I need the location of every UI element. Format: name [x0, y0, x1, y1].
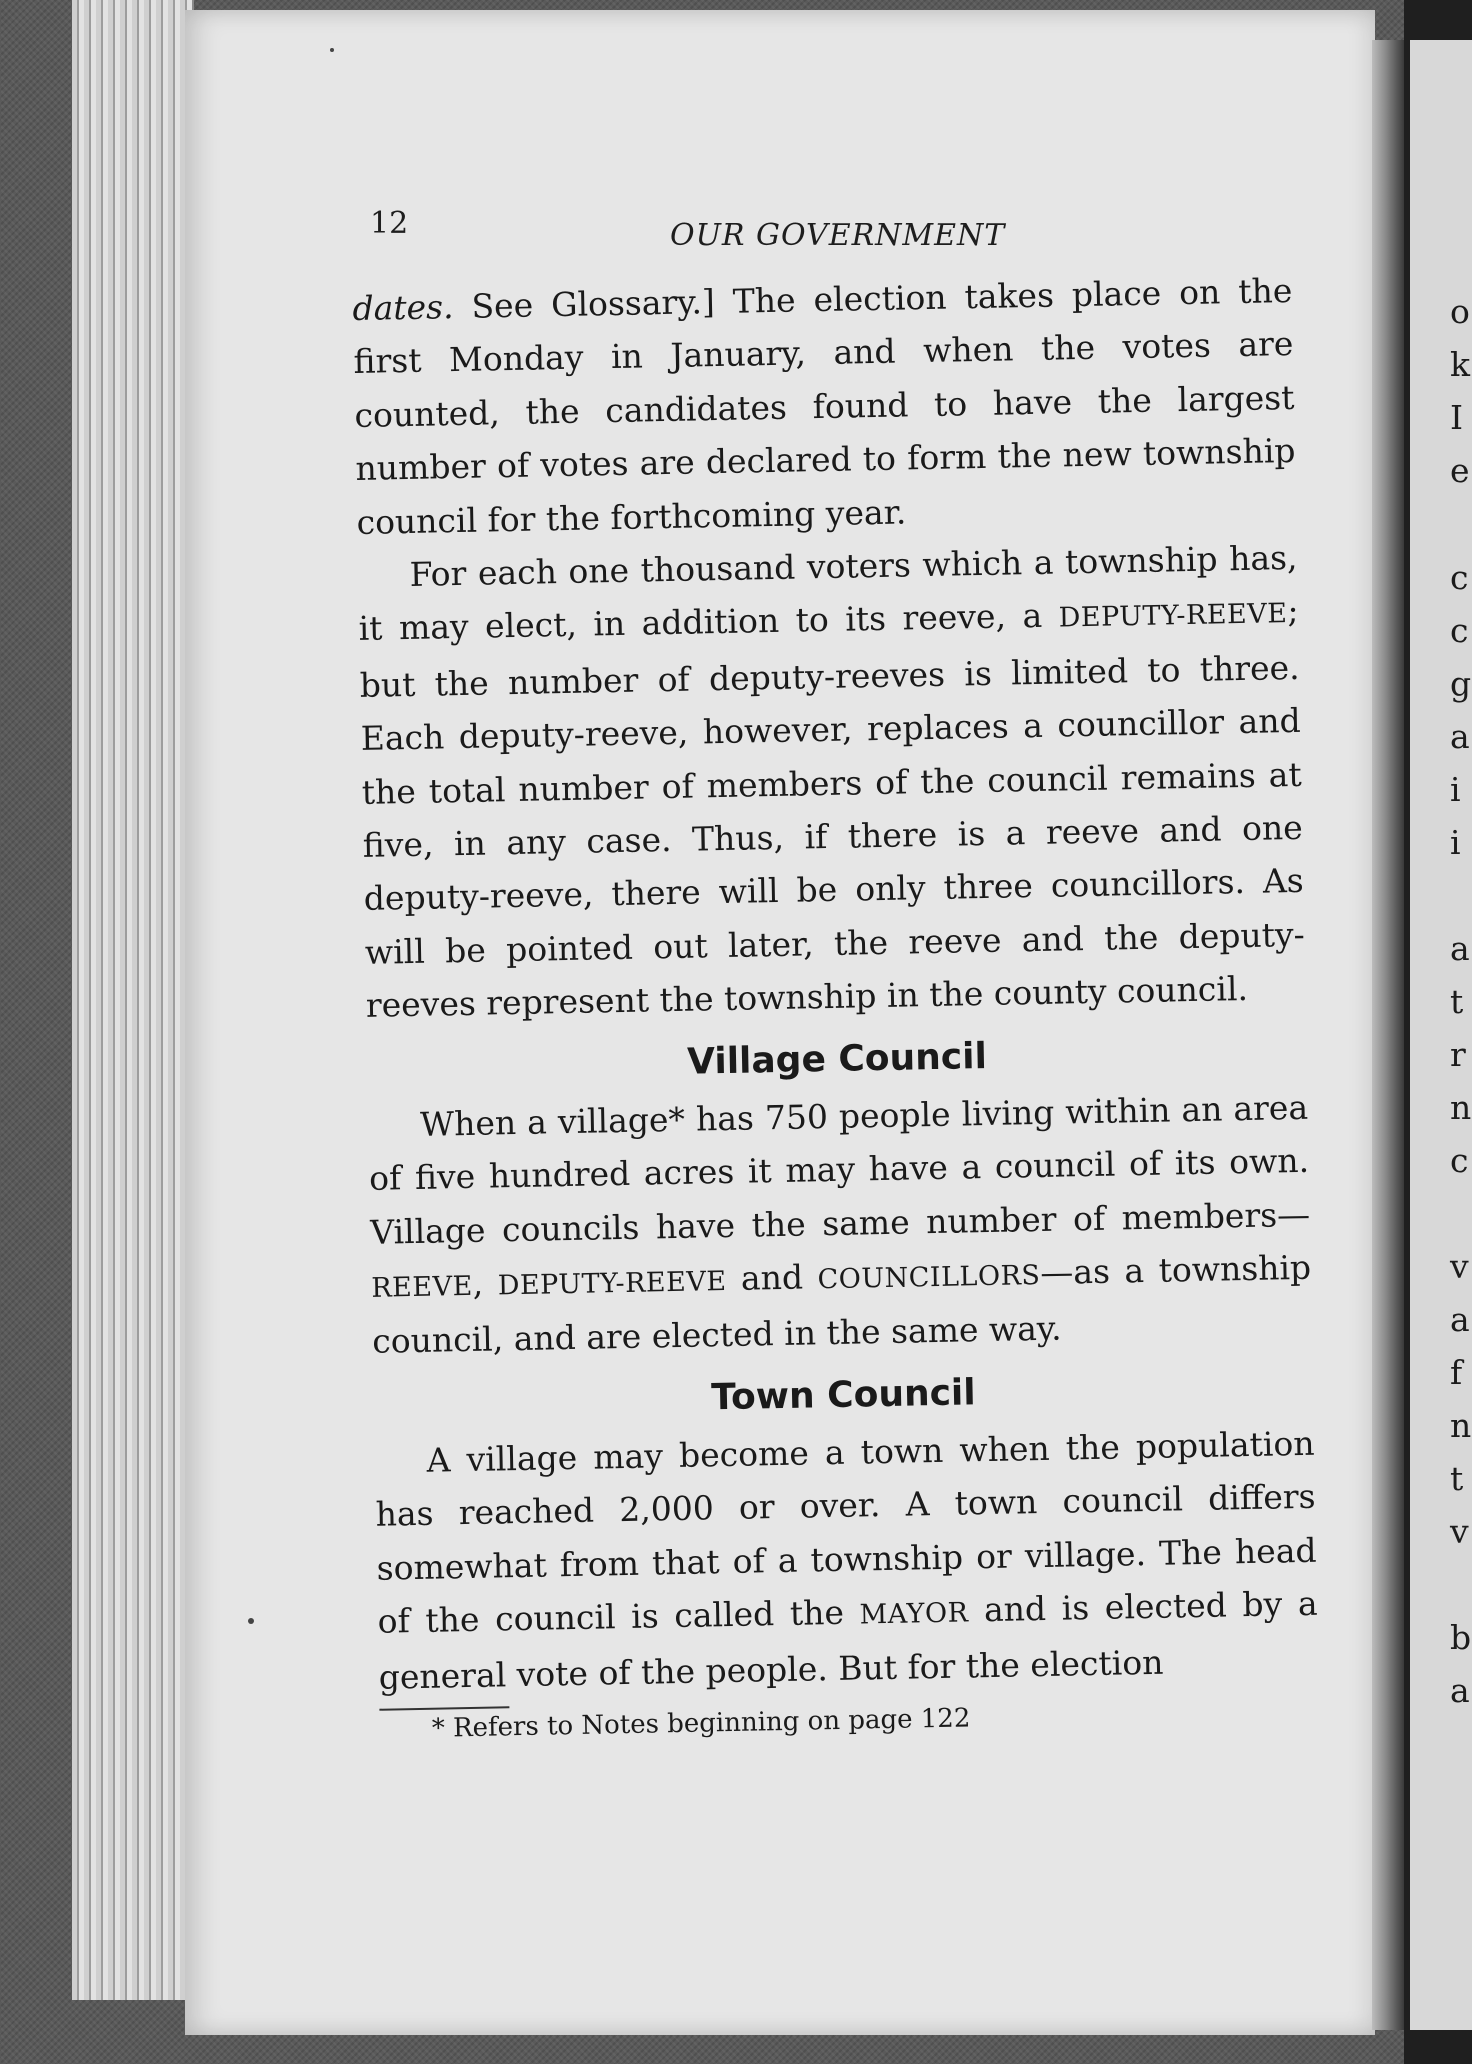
facing-page-letter: t: [1450, 1459, 1464, 1498]
facing-page-letter: e: [1450, 451, 1470, 490]
paragraph-4-text-a: A village may become a town when the population has reached 2,000 or over. A town council differs somewhat from that of a township or village. The head of the council is called the: [375, 1423, 1317, 1641]
facing-page-letter: c: [1450, 611, 1469, 650]
print-speck: [248, 1618, 254, 1624]
term-deputy-reeve: DEPUTY-REEVE: [1058, 598, 1288, 634]
paragraph-3-text-a: When a village* has 750 people living within an area of five hundred acres it may have a council of its own. Village councils have the same number of members—: [368, 1087, 1311, 1252]
paragraph-1-text: See Glossary.] The election takes place on the first Monday in January, and when the votes are counted, the candidates found to have the largest number of votes are declared to form the new township council for the forthcoming year.: [353, 270, 1296, 542]
print-speck: [330, 48, 334, 52]
heading-town-council: Town Council: [710, 1371, 976, 1419]
paragraph-1: [352, 264, 1297, 549]
facing-page-letter: i: [1450, 770, 1461, 809]
facing-page-letter: i: [1450, 823, 1461, 862]
facing-page-letter: n: [1450, 1088, 1472, 1127]
facing-page-letter: t: [1450, 982, 1464, 1021]
facing-page-edge: [1404, 0, 1472, 2064]
running-title: OUR GOVERNMENT: [670, 218, 1006, 253]
facing-page-letter: c: [1450, 558, 1469, 597]
term-councillors: COUNCILLORS: [817, 1259, 1041, 1296]
page-body: [352, 264, 1320, 1749]
italic-word: dates.: [352, 287, 454, 328]
paragraph-3: [368, 1080, 1313, 1368]
facing-page-letter: v: [1450, 1247, 1469, 1286]
footnote: * Refers to Notes beginning on page 122: [431, 1703, 971, 1744]
facing-page-letter: I: [1450, 398, 1464, 437]
term-reeve: REEVE: [371, 1270, 474, 1304]
facing-page-letter: n: [1450, 1406, 1472, 1445]
paragraph-2-text-a: For each one thousand voters which a township has, it may elect, in addition to its reeve, a: [358, 537, 1298, 649]
facing-page-letter: a: [1450, 717, 1470, 756]
facing-page-letter: a: [1450, 929, 1470, 968]
heading-village-council: Village Council: [686, 1035, 988, 1083]
term-deputy-reeve-2: DEPUTY-REEVE: [497, 1265, 727, 1302]
paragraph-4-text-b: and is elected by a general vote of the people. But for the election: [378, 1583, 1318, 1698]
facing-page-letter: a: [1450, 1671, 1470, 1710]
facing-page-letter: k: [1450, 345, 1470, 384]
facing-page-letter: b: [1450, 1618, 1472, 1657]
facing-page-letter: o: [1450, 292, 1470, 331]
facing-page-letter: v: [1450, 1512, 1469, 1551]
separator-2: and: [726, 1257, 818, 1298]
separator-1: ,: [472, 1263, 499, 1303]
paragraph-4: [374, 1416, 1319, 1704]
paragraph-2-text-b: ; but the number of deputy-reeves is limited to three. Each deputy-reeve, however, replaces a councillor and the total number of members of the council remains at five, in any case. Thus, if there is a reeve and one deputy-reeve, there will be only three councillors. As will be pointed out later, the reeve and the deputy-reeves represent the township in the county council.: [359, 591, 1306, 1026]
facing-page-letter: a: [1450, 1300, 1470, 1339]
page-edges: [72, 0, 194, 2000]
paragraph-3-text-b: —as a township council, and are elected in the same way.: [371, 1247, 1312, 1362]
facing-page-letter: f: [1450, 1353, 1463, 1392]
facing-page-letter: r: [1450, 1035, 1466, 1074]
facing-page-letter: g: [1450, 664, 1472, 703]
page-number: 12: [370, 206, 409, 241]
paragraph-2: [357, 531, 1306, 1033]
book-gutter: [1372, 40, 1404, 2030]
facing-page-letter: c: [1450, 1141, 1469, 1180]
term-mayor: MAYOR: [859, 1597, 969, 1631]
